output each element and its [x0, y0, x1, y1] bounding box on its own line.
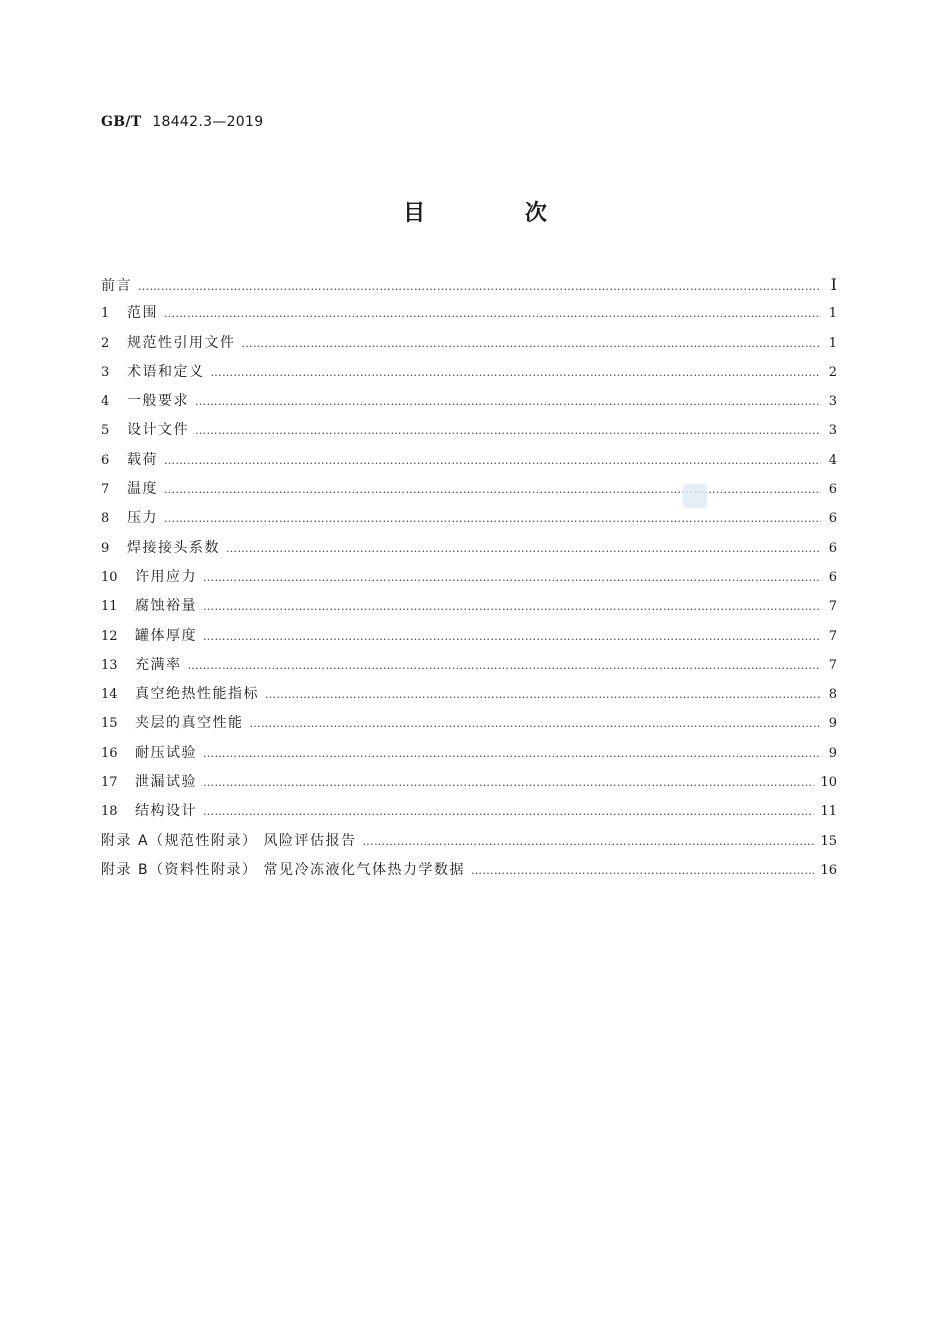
toc-entry[interactable]	[101, 827, 837, 856]
toc-entry[interactable]	[101, 329, 837, 358]
toc-leader-dots	[211, 358, 822, 387]
toc-leader-dots	[362, 827, 814, 856]
toc-entry-number: 15	[101, 716, 118, 732]
toc-entry-number: 2	[101, 335, 110, 351]
toc-entry[interactable]	[101, 856, 837, 885]
toc-entry-page: 1	[828, 335, 837, 351]
toc-leader-dots	[138, 272, 821, 301]
toc-entry-number: 12	[101, 628, 118, 644]
toc-entry-label: 耐压试验	[135, 744, 197, 761]
toc-leader-dots	[203, 768, 814, 797]
toc-entry[interactable]	[101, 504, 837, 533]
toc-leader-dots	[471, 856, 814, 885]
toc-leader-dots	[250, 709, 822, 738]
toc-entry-number: 13	[101, 657, 118, 673]
toc-entry-label: 焊接接头系数	[127, 539, 220, 556]
toc-entry[interactable]	[101, 416, 837, 445]
toc-entry-number: 17	[101, 775, 118, 791]
toc-leader-dots	[195, 416, 821, 445]
toc-entry-number: 6	[101, 452, 110, 468]
toc-leader-dots	[164, 299, 821, 328]
toc-entry-page: 7	[828, 599, 837, 615]
toc-entry-page: 2	[828, 364, 837, 380]
toc-entry-page: 4	[828, 452, 837, 468]
watermark-logo	[683, 484, 707, 508]
toc-entry[interactable]	[101, 797, 837, 826]
toc-entry-label: 泄漏试验	[135, 774, 197, 791]
toc-entry-page: 10	[820, 775, 837, 791]
toc-leader-dots	[242, 329, 822, 358]
toc-entry-label: 温度	[127, 481, 158, 498]
toc-entry-label: 许用应力	[135, 568, 197, 585]
toc-entry-label: 规范性引用文件	[127, 334, 236, 351]
toc-entry[interactable]	[101, 651, 837, 680]
toc-leader-dots	[203, 563, 821, 592]
toc-entry[interactable]	[101, 270, 837, 299]
toc-entry[interactable]	[101, 299, 837, 328]
toc-entry-page: 15	[820, 833, 837, 849]
toc-entry-page: 6	[828, 540, 837, 556]
toc-entry-number: 9	[101, 540, 110, 556]
toc-entry-number: 11	[101, 599, 118, 615]
toc-entry[interactable]	[101, 680, 837, 709]
toc-entry-page: 7	[828, 657, 837, 673]
toc-title: 目 次	[403, 201, 593, 226]
toc-entry-number: 14	[101, 687, 118, 703]
toc-entry-label: 前言	[101, 278, 132, 294]
standard-number: 18442.3—2019	[152, 114, 264, 130]
toc-entry[interactable]	[101, 475, 837, 504]
toc-entry-number: 7	[101, 482, 110, 498]
toc-entry[interactable]	[101, 446, 837, 475]
toc-entry-number: 16	[101, 745, 118, 761]
toc-entry-label: 充满率	[135, 656, 182, 673]
toc-entry-page: 3	[828, 423, 837, 439]
toc-entry-number: 8	[101, 511, 110, 527]
toc-entry[interactable]	[101, 592, 837, 621]
toc-entry-label: 附录 B（资料性附录） 常见冷冻液化气体热力学数据	[101, 861, 466, 878]
toc-entry[interactable]	[101, 358, 837, 387]
toc-leader-dots	[203, 739, 821, 768]
toc-leader-dots	[164, 504, 821, 533]
toc-entry-page: 11	[820, 804, 837, 820]
toc-leader-dots	[164, 475, 821, 504]
toc-entry-page: 16	[820, 862, 837, 878]
toc-entry-number: 3	[101, 364, 110, 380]
toc-entry-label: 一般要求	[127, 393, 189, 410]
toc-entry-page: 8	[828, 687, 837, 703]
toc-entry-page: 9	[828, 745, 837, 761]
toc-entry[interactable]	[101, 563, 837, 592]
toc-entry-label: 压力	[127, 510, 158, 527]
toc-entry-label: 设计文件	[127, 422, 189, 439]
toc-leader-dots	[265, 680, 821, 709]
toc-entry-page: 9	[828, 716, 837, 732]
toc-entry-page: 1	[828, 306, 837, 322]
toc-entry-page: Ⅰ	[830, 275, 837, 294]
toc-entry-label: 术语和定义	[127, 363, 205, 380]
toc-entry-label: 附录 A（规范性附录） 风险评估报告	[101, 832, 357, 849]
toc-entry-number: 1	[101, 306, 110, 322]
toc-leader-dots	[203, 797, 814, 826]
toc-entry[interactable]	[101, 387, 837, 416]
toc-leader-dots	[226, 534, 821, 563]
toc-entry-label: 真空绝热性能指标	[135, 686, 259, 703]
toc-leader-dots	[164, 446, 821, 475]
standard-prefix: GB/T	[101, 114, 142, 130]
toc-entry-page: 7	[828, 628, 837, 644]
table-of-contents	[101, 270, 837, 885]
standard-code	[101, 114, 263, 130]
toc-entry[interactable]	[101, 768, 837, 797]
toc-leader-dots	[203, 592, 821, 621]
toc-entry-label: 结构设计	[135, 803, 197, 820]
toc-leader-dots	[188, 651, 822, 680]
toc-entry-label: 范围	[127, 305, 158, 322]
toc-entry-number: 4	[101, 394, 110, 410]
toc-leader-dots	[203, 622, 821, 651]
toc-entry-number: 18	[101, 804, 118, 820]
toc-entry-number: 10	[101, 569, 118, 585]
toc-entry-page: 6	[828, 511, 837, 527]
toc-entry[interactable]	[101, 622, 837, 651]
toc-entry-page: 3	[828, 394, 837, 410]
toc-entry-label: 载荷	[127, 451, 158, 468]
toc-entry[interactable]	[101, 534, 837, 563]
toc-entry-page: 6	[828, 482, 837, 498]
toc-entry[interactable]	[101, 709, 837, 738]
toc-entry-label: 腐蚀裕量	[135, 598, 197, 615]
toc-leader-dots	[195, 387, 821, 416]
toc-entry-page: 6	[828, 569, 837, 585]
toc-entry-number: 5	[101, 423, 110, 439]
toc-entry-label: 夹层的真空性能	[135, 715, 244, 732]
toc-entry-label: 罐体厚度	[135, 627, 197, 644]
toc-entry[interactable]	[101, 739, 837, 768]
